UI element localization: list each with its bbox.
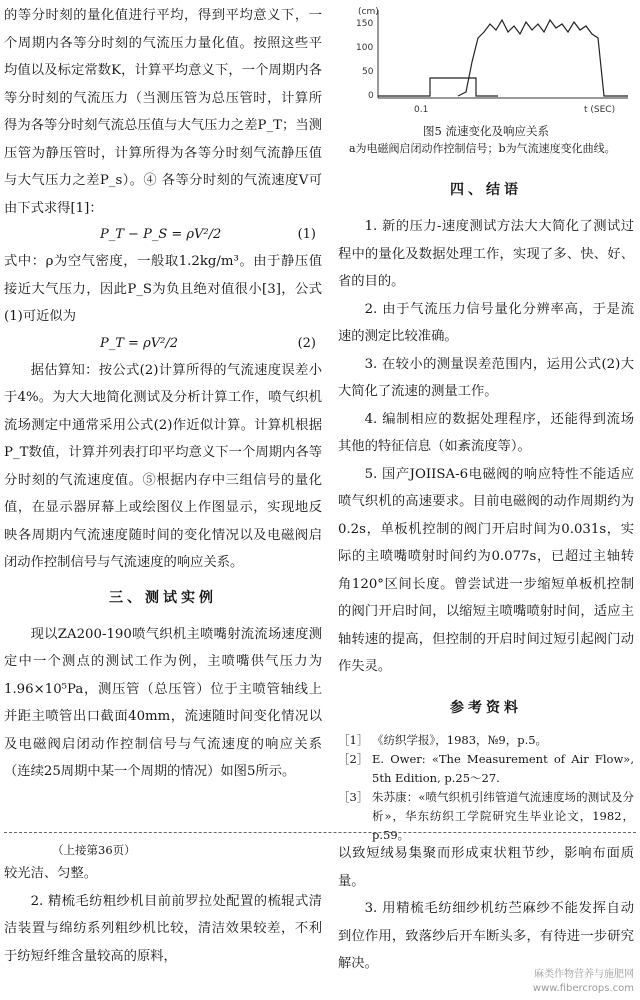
formula-2: [4, 331, 322, 357]
figure-caption: 图5 流速变化及响应关系: [423, 124, 549, 138]
section-title: 四、结语: [450, 182, 522, 198]
y-unit: (cm): [358, 7, 379, 17]
y-tick-label: 150: [356, 19, 374, 29]
conclusion-item: 2. 由于气流压力信号量化分辨率高，于是流速的测定比较准确。: [338, 301, 634, 344]
watermark-line: 麻类作物营养与施肥网: [534, 969, 634, 980]
response-plot: [338, 2, 634, 122]
conclusion-item: 1. 新的压力-速度测试方法大大简化了测试过程中的量化及数据处理工作，实现了多、快、好、省的目的。: [338, 219, 634, 289]
formula-expression: P_T − P_S = ρV²/2: [100, 227, 222, 242]
body-paragraph: 3. 用精梳毛纺细纱机纺苎麻纱不能发挥自动到位作用，致落纱后开车断头多，有待进一步研究解决。: [338, 901, 634, 971]
body-paragraph: 的等分时刻的量化值进行平均，得到平均意义下，一个周期内各等分时刻的气流压力量化值。按照这些平均值以及标定常数K，计算平均意义下，一个周期内各等分时刻的气流压力（当测压管为总压管时，计算所得为各等分时刻气流总压值与大气压力之差P_T；当测压管为静压管时，计算所得为各等分时刻气流静压值与大气压力之差P_s）。④ 各等分时刻的气流速度V可由下式求得[1]：: [4, 8, 322, 216]
control-signal-line: [378, 78, 498, 96]
formula-number: (1): [297, 227, 316, 242]
body-paragraph: 2. 精梳毛纺粗纱机目前前罗拉处配置的梳辊式清洁装置与绵纺系列粗纱机比较，清洁效果较差，不利于纺短纤维含量较高的原料，: [4, 893, 322, 964]
section-title: 三、测试实例: [109, 589, 217, 606]
left-column: [4, 2, 322, 786]
figure-subcaption: a为电磁阀启闭动作控制信号；b为气流速度变化曲线。: [349, 142, 616, 155]
y-tick-label: 100: [356, 43, 374, 53]
continued-note: （上接第36页）: [52, 843, 136, 857]
y-tick-label: 0: [368, 91, 374, 101]
references-title: 参考资料: [450, 699, 522, 716]
reference-text: E. Ower: «The Measurement of Air Flow», 5th Edition, p.25～27.: [372, 751, 634, 785]
y-tick-label: 50: [362, 67, 374, 77]
right-column: [338, 2, 634, 845]
reference-tag: ［2］: [338, 751, 369, 766]
watermark: [533, 968, 634, 996]
body-paragraph: 式中：ρ为空气密度，一般取1.2kg/m³。由于静压值接近大气压力，因此P_S为负且绝对值很小[3]，公式(1)可近似为: [4, 254, 322, 324]
reference-item: [338, 731, 634, 750]
body-paragraph: 以致短绒易集聚而形成束状粗节纱，影响布面质量。: [338, 846, 634, 889]
figure-5: [338, 2, 634, 122]
body-paragraph: 现以ZA200-190喷气织机主喷嘴射流流场速度测定中一个测点的测试工作为例，主喷嘴供气压力为1.96×10⁵Pa，测压管（总压管）位于主喷管轴线上并距主喷管出口截面40mm，流速随时间变化情况以及电磁阀启闭动作控制信号与气流速度的响应关系（连续25周期中某一个周期的情况）如图5所示。: [4, 626, 322, 779]
references-list: [338, 731, 634, 845]
reference-item: [338, 750, 634, 788]
page-divider: [4, 832, 636, 833]
formula-1: [4, 222, 322, 248]
velocity-curve-line: [458, 20, 628, 96]
conclusion-item: 4. 编制相应的数据处理程序，还能得到流场其他的特征信息（如紊流度等）。: [338, 411, 634, 454]
continuation-left: [4, 840, 322, 970]
x-tick-label: 0.1: [414, 105, 429, 115]
reference-tag: ［3］: [338, 789, 369, 804]
formula-number: (2): [297, 335, 316, 351]
body-paragraph: 据估算知：按公式(2)计算所得的气流速度误差小于4%。为大大地简化测试及分析计算工作，喷气织机流场测定中通常采用公式(2)作近似计算。计算机根据P_T数值，计算并列表打印平均意义下一个周期内各等分时刻的气流速度值。⑤根据内存中三组信号的量化值，在显示器屏幕上或绘图仪上作图显示，实现地反映各周期内气流速度随时间的变化情况以及电磁阀启闭动作控制信号与气流速度的响应关系。: [4, 362, 322, 570]
body-paragraph: 较光洁、匀整。: [4, 866, 98, 881]
formula-expression: P_T = ρV²/2: [100, 335, 178, 351]
conclusion-item: 5. 国产JOIISA-6电磁阀的响应特性不能适应喷气织机的高速要求。目前电磁阀的动作周期约为0.2s，单板机控制的阀门开启时间为0.031s，实际的主喷嘴喷射时间约为0.077s，已超过主轴转角120°区间长度。曾尝试进一步缩短单板机控制的阀门开启时间，以缩短主喷嘴喷射时间，适应主轴转速的提高，但控制的开启时间过短引起阀门动作失灵。: [338, 466, 634, 674]
x-unit: t (SEC): [584, 105, 616, 115]
reference-text: 《纺织学报》，1983，№9，p.5。: [372, 732, 548, 747]
watermark-line: www.fibercrops.com: [532, 983, 634, 994]
conclusion-item: 3. 在较小的测量误差范围内，运用公式(2)大大简化了流速的测量工作。: [338, 356, 634, 399]
reference-text: 朱苏康：«喷气织机引纬管道气流速度场的测试及分析»，华东纺织工学院研究生毕业论文，1982，p.59。: [372, 789, 634, 842]
continuation-right: [338, 840, 634, 978]
reference-tag: ［1］: [338, 732, 369, 747]
reference-item: [338, 788, 634, 845]
